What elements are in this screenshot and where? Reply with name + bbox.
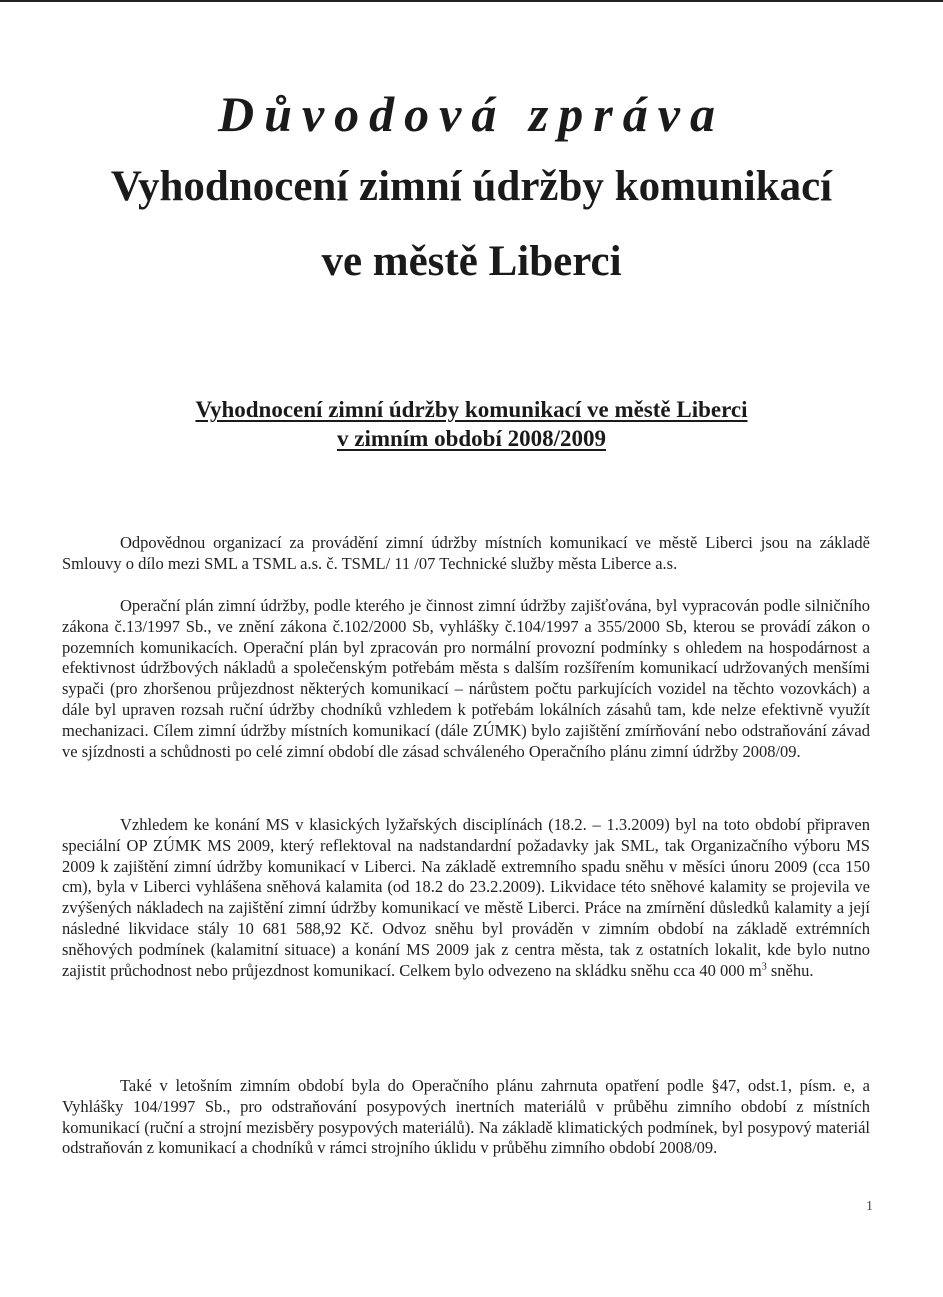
section-heading-line1: Vyhodnocení zimní údržby komunikací ve městě Liberci [195,397,748,422]
page-number: 1 [866,1199,873,1214]
paragraph-snow-calamity-end: sněhu. [766,960,814,980]
section-heading-line2: v zimním období 2008/2009 [336,426,606,451]
paragraph-operational-plan: Operační plán zimní údržby, podle kterého je činnost zimní údržby zajišťována, byl vypracován podle silničního zákona č.13/1997 Sb., ve znění zákona č.102/2000 Sb, vyhlášky č.104/1997 a 355/2000 Sb, kterou se provádí zákon o pozemních komunikacích. Operační plán byl zpracován pro normální provozní podmínky s ohledem na hospodárnost a efektivnost údržbových nákladů a společenským potřebám města s dalším rozšířením komunikací udržovaných menšími sypači (pro zhoršenou průjezdnost některých komunikací – nárůstem počtu parkujících vozidel na těchto vozovkách) a dále byl upraven rozsah ruční údržby chodníků vzhledem k potřebám lokálních zásahů tam, kde nelze efektivně využít mechanizaci. Cílem zimní údržby místních komunikací (dále ZÚMK) bylo zajištění zmírňování nebo odstraňování závad ve sjízdnosti a schůdnosti po celé zimní období dle zásad schváleného Operačního plánu zimní údržby 2008/09. [62,596,870,761]
document-heading-line2: ve městě Liberci [321,238,622,285]
top-border [0,0,943,2]
document-title: Důvodová zpráva [218,86,725,142]
superscript-cubic: 3 [761,961,767,973]
paragraph-responsible-organization: Odpovědnou organizací za provádění zimní údržby místních komunikací ve městě Liberci jsou na základě Smlouvy o dílo mezi SML a TSML a.s. č. TSML/ 11 /07 Technické služby města Liberce a.s. [62,533,870,573]
paragraph-inert-materials: Také v letošním zimním období byla do Operačního plánu zahrnuta opatření podle §47, odst.1, písm. e, a Vyhlášky 104/1997 Sb., pro odstraňování posypových inertních materiálů v průběhu zimního období z místních komunikací (ruční a strojní mezisběry posypových materiálů). Na základě klimatických podmínek, byl posypový materiál odstraňován z komunikací a chodníků v rámci strojního úklidu v průběhu zimního období 2008/09. [62,1076,870,1158]
document-heading-line1: Vyhodnocení zimní údržby komunikací [110,163,833,210]
paragraph-snow-calamity-text: Vzhledem ke konání MS v klasických lyžařských disciplínách (18.2. – 1.3.2009) byl na toto období připraven speciální OP ZÚMK MS 2009, který reflektoval na nadstandardní požadavky jak SML, tak Organizačního výboru MS 2009 k zajištění zimní údržby komunikací v Liberci. Na základě extremního spadu sněhu v měsíci únoru 2009 (cca 150 cm), byla v Liberci vyhlášena sněhová kalamita (od 18.2 do 23.2.2009). Likvidace této sněhové kalamity se projevila ve zvýšených nákladech na zajištění zimní údržby komunikací ve městě Liberci. Práce na zmírnění důsledků kalamity a její následné likvidace stály 10 681 588,92 Kč. Odvoz sněhu byl prováděn v zimním období na základě extrémních sněhových podmínek (kalamitní situace) a konání MS 2009 jak z centra města, tak z ostatních lokalit, kde bylo nutno zajistit průchodnost nebo průjezdnost komunikací. Celkem bylo odvezeno na skládku sněhu cca 40 000 m [62,815,870,980]
paragraph-snow-calamity [62,815,870,981]
